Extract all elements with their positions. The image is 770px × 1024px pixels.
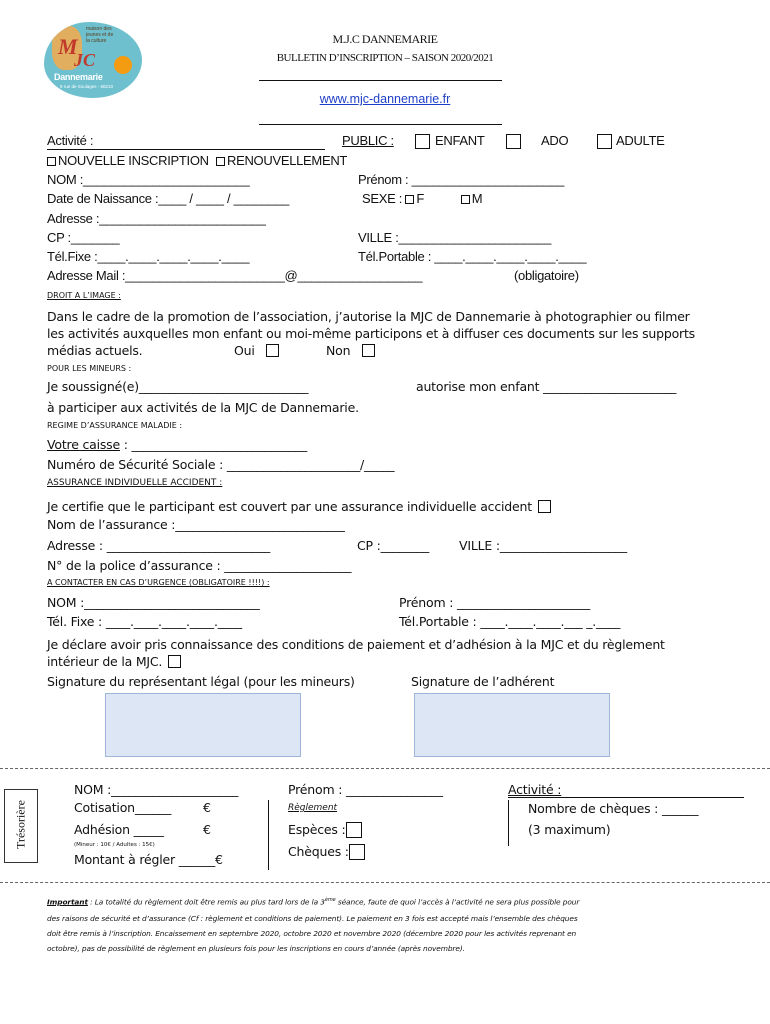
tel-fixe-field[interactable]: Tél.Fixe :____.____.____.____.____ bbox=[47, 249, 250, 264]
important-label: Important bbox=[47, 897, 88, 907]
footer-sup: ème bbox=[324, 897, 336, 903]
renouvellement-checkbox[interactable] bbox=[216, 157, 225, 166]
cut-line bbox=[0, 882, 770, 883]
cp-field[interactable]: CP :_______ bbox=[47, 230, 120, 245]
insurance-name-field[interactable]: Nom de l’assurance :____________________________ bbox=[47, 517, 345, 532]
email-required-note: (obligatoire) bbox=[514, 268, 579, 283]
treasury-prenom-field[interactable]: Prénom : ________________ bbox=[288, 782, 443, 797]
ville-field[interactable]: VILLE :______________________ bbox=[358, 230, 551, 245]
footer-line bbox=[47, 897, 579, 906]
emergency-tel-portable-field[interactable]: Tél.Portable : ____.____.____.___ _.____ bbox=[399, 614, 621, 629]
activity-label: Activité : bbox=[47, 133, 94, 148]
non-label: Non bbox=[326, 343, 351, 358]
adulte-label: ADULTE bbox=[616, 133, 665, 148]
enfant-label: ENFANT bbox=[435, 133, 485, 148]
especes-label: Espèces : bbox=[288, 822, 346, 837]
oui-label: Oui bbox=[234, 343, 255, 358]
public-label: PUBLIC : bbox=[342, 133, 394, 148]
treasury-divider bbox=[268, 800, 269, 870]
caisse-label: Votre caisse bbox=[47, 437, 120, 452]
activity-line[interactable] bbox=[508, 797, 744, 798]
ado-label: ADO bbox=[541, 133, 569, 148]
insurance-address-field[interactable]: Adresse : ___________________________ bbox=[47, 538, 271, 553]
soussigne-field[interactable]: Je soussigné(e)____________________________ bbox=[47, 379, 309, 394]
declaration-checkbox[interactable] bbox=[168, 655, 181, 668]
sexe-m-checkbox[interactable] bbox=[461, 195, 470, 204]
autorise-enfant-field[interactable]: autorise mon enfant ______________________ bbox=[416, 379, 677, 394]
member-signature-label: Signature de l’adhérent bbox=[411, 674, 555, 689]
nom-field[interactable]: NOM :________________________ bbox=[47, 172, 250, 187]
logo-tagline: maison des jeunes et de la culture bbox=[86, 26, 114, 44]
enfant-checkbox[interactable] bbox=[415, 134, 430, 149]
treasury-activity-label: Activité : bbox=[508, 782, 562, 797]
treasury-nom-field[interactable]: NOM :_____________________ bbox=[74, 782, 239, 797]
insurance-policy-field[interactable]: N° de la police d’assurance : _____________________ bbox=[47, 558, 352, 573]
reglement-label: Règlement bbox=[288, 803, 338, 813]
ado-checkbox[interactable] bbox=[506, 134, 521, 149]
image-rights-text: médias actuels. bbox=[47, 343, 143, 358]
insurance-certify-text: Je certifie que le participant est couvert par une assurance individuelle accident bbox=[47, 499, 532, 514]
logo-address: 8 rue de Soulages - 68210 bbox=[60, 84, 114, 89]
footer-text: doit être remis à l’inscription. Encaissement en septembre 2020, octobre 2020 et novembre 2020 (décembre 2020 pour les activités reprenant en bbox=[47, 929, 577, 938]
especes-checkbox[interactable] bbox=[346, 822, 362, 838]
legal-signature-box[interactable] bbox=[105, 693, 301, 757]
logo-name: Dannemarie bbox=[54, 72, 103, 82]
image-rights-text: Dans le cadre de la promotion de l’association, j’autorise la MJC de Dannemarie à photographier ou filmer bbox=[47, 309, 690, 324]
euro-sign: € bbox=[203, 800, 211, 815]
nouvelle-inscription-checkbox[interactable] bbox=[47, 157, 56, 166]
mjc-logo: M JC maison des jeunes et de la culture Dannemarie 8 rue de Soulages - 68210 bbox=[44, 22, 142, 98]
insurance-heading: ASSURANCE INDIVIDUELLE ACCIDENT : bbox=[47, 478, 223, 488]
treasury-divider bbox=[508, 800, 509, 846]
adhesion-price-note: (Mineur : 10€ / Adultes : 15€) bbox=[74, 842, 155, 848]
member-signature-box[interactable] bbox=[414, 693, 610, 757]
address-field[interactable]: Adresse :________________________ bbox=[47, 211, 266, 226]
website-link[interactable]: www.mjc-dannemarie.fr bbox=[319, 92, 451, 106]
legal-signature-label: Signature du représentant légal (pour les mineurs) bbox=[47, 674, 355, 689]
emergency-tel-fixe-field[interactable]: Tél. Fixe : ____.____.____.____.____ bbox=[47, 614, 242, 629]
euro-sign: € bbox=[203, 822, 211, 837]
emergency-heading: A CONTACTER EN CAS D’URGENCE (OBLIGATOIRE !!!!) : bbox=[47, 578, 270, 587]
insurance-cp-field[interactable]: CP :________ bbox=[357, 538, 430, 553]
cheques-max-note: (3 maximum) bbox=[528, 822, 611, 837]
health-heading: REGIME D’ASSURANCE MALADIE : bbox=[47, 421, 183, 430]
oui-checkbox[interactable] bbox=[266, 344, 279, 357]
email-field[interactable]: Adresse Mail :_______________________@__________________ bbox=[47, 268, 423, 283]
cotisation-field[interactable]: Cotisation______ bbox=[74, 800, 172, 815]
sexe-f-checkbox[interactable] bbox=[405, 195, 414, 204]
activity-line[interactable] bbox=[47, 149, 325, 150]
nb-cheques-field[interactable]: Nombre de chèques : ______ bbox=[528, 801, 699, 816]
montant-field[interactable]: Montant à régler ______€ bbox=[74, 852, 223, 867]
caisse-field[interactable]: : _____________________________ bbox=[119, 437, 307, 452]
sexe-f-label: F bbox=[416, 191, 425, 206]
form-org-title: M.J.C DANNEMARIE bbox=[332, 32, 438, 46]
tel-portable-field[interactable]: Tél.Portable : ____.____.____.____.____ bbox=[358, 249, 587, 264]
image-rights-heading: DROIT A L’IMAGE : bbox=[47, 291, 121, 300]
nouvelle-inscription-label: NOUVELLE INSCRIPTION bbox=[58, 153, 209, 168]
emergency-prenom-field[interactable]: Prénom : ______________________ bbox=[399, 595, 591, 610]
cheques-checkbox[interactable] bbox=[349, 844, 365, 860]
declaration-text: Je déclare avoir pris connaissance des conditions de paiement et d’adhésion à la MJC et du règlement bbox=[47, 637, 665, 652]
minors-text: à participer aux activités de la MJC de Dannemarie. bbox=[47, 400, 359, 415]
secu-field[interactable]: Numéro de Sécurité Sociale : ______________________/_____ bbox=[47, 457, 395, 472]
footer-text: octobre), pas de possibilité de règlement en plusieurs fois pour les inscriptions en cours d’année (après novembre). bbox=[47, 944, 465, 953]
adhesion-field[interactable]: Adhésion _____ bbox=[74, 822, 164, 837]
footer-text: des raisons de sécurité et d’assurance (Cf : règlement et conditions de paiement). Le paiement en 3 fois est accepté mais l’ensemble des chèques bbox=[47, 914, 578, 923]
emergency-nom-field[interactable]: NOM :_____________________________ bbox=[47, 595, 260, 610]
insurance-checkbox[interactable] bbox=[538, 500, 551, 513]
treasury-label: Trésorière bbox=[13, 800, 28, 849]
sexe-label: SEXE : bbox=[362, 191, 403, 206]
treasury-tab bbox=[4, 789, 38, 863]
adulte-checkbox[interactable] bbox=[597, 134, 612, 149]
divider bbox=[259, 80, 502, 81]
cut-line bbox=[0, 768, 770, 769]
prenom-field[interactable]: Prénom : ______________________ bbox=[358, 172, 565, 187]
renouvellement-label: RENOUVELLEMENT bbox=[227, 153, 348, 168]
declaration-text: intérieur de la MJC. bbox=[47, 654, 163, 669]
minors-heading: POUR LES MINEURS : bbox=[47, 364, 132, 373]
footer-text: séance, faute de quoi l’accès à l’activité ne sera plus possible pour bbox=[335, 897, 580, 907]
divider bbox=[259, 124, 502, 125]
cheques-label: Chèques : bbox=[288, 844, 349, 859]
non-checkbox[interactable] bbox=[362, 344, 375, 357]
sexe-m-label: M bbox=[471, 191, 483, 206]
birthdate-field[interactable]: Date de Naissance :____ / ____ / ________ bbox=[47, 191, 290, 206]
insurance-ville-field[interactable]: VILLE :_____________________ bbox=[459, 538, 627, 553]
footer-text: : La totalité du règlement doit être remis au plus tard lors de la 3 bbox=[87, 897, 325, 907]
image-rights-text: les activités auxquelles mon enfant ou moi-même participons et à diffuser ces documents sur les supports bbox=[47, 326, 695, 341]
form-title: BULLETIN D’INSCRIPTION – SAISON 2020/2021 bbox=[276, 52, 494, 64]
